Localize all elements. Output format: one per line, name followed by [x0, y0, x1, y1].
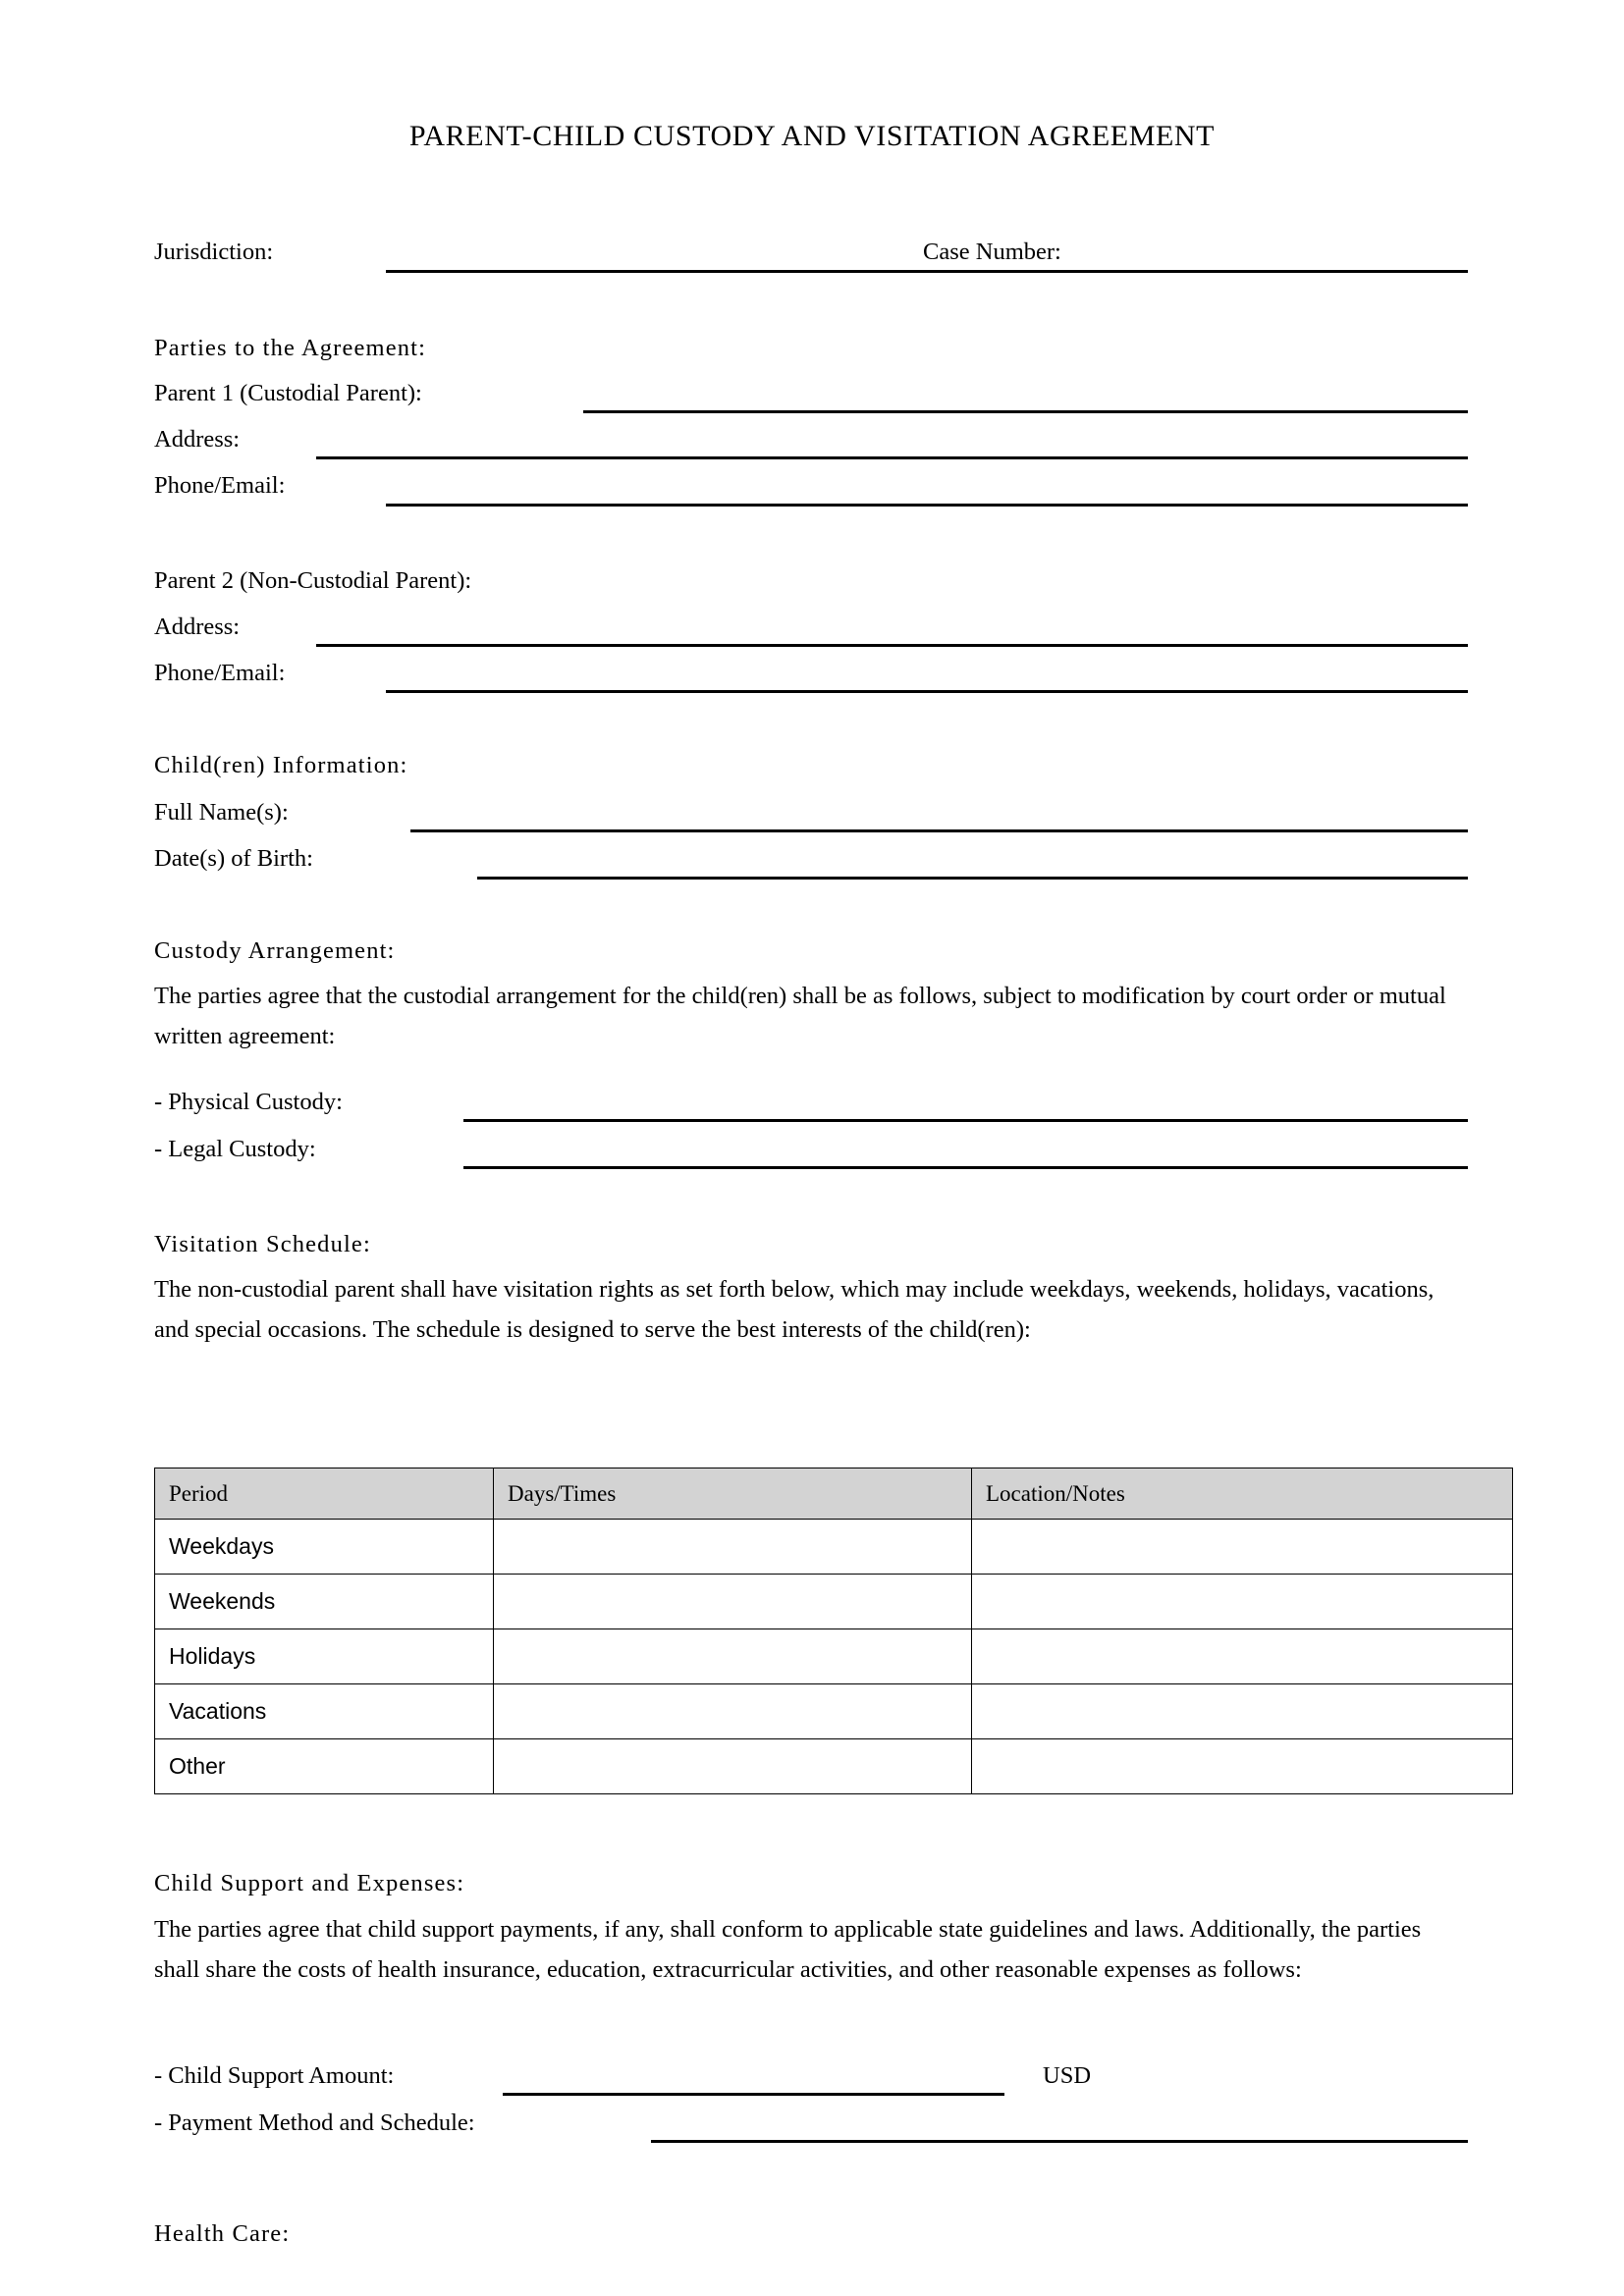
parent1-label: Parent 1 (Custodial Parent): [154, 380, 422, 406]
jurisdiction-label: Jurisdiction: [154, 239, 274, 265]
column-header-days-times: Days/Times [494, 1468, 972, 1520]
cell-days-times[interactable] [494, 1739, 972, 1794]
health-care-heading: Health Care: [154, 2220, 291, 2247]
child-support-amount-label: - Child Support Amount: [154, 2062, 395, 2089]
table-row [155, 1739, 1513, 1794]
cell-days-times[interactable] [494, 1684, 972, 1739]
legal-custody-input-rule[interactable] [463, 1166, 1468, 1169]
children-dates-of-birth-label: Date(s) of Birth: [154, 845, 313, 872]
children-full-names-label: Full Name(s): [154, 799, 289, 826]
cell-period: Holidays [155, 1629, 494, 1684]
child-support-heading: Child Support and Expenses: [154, 1870, 465, 1896]
parent2-address-input-rule[interactable] [316, 644, 1468, 647]
cell-days-times[interactable] [494, 1629, 972, 1684]
payment-method-input-rule[interactable] [651, 2140, 1468, 2143]
cell-location-notes[interactable] [972, 1575, 1513, 1629]
table-header-row [155, 1468, 1513, 1520]
cell-location-notes[interactable] [972, 1739, 1513, 1794]
physical-custody-label: - Physical Custody: [154, 1089, 343, 1115]
custody-heading: Custody Arrangement: [154, 937, 396, 964]
case-number-label: Case Number: [923, 239, 1061, 265]
parent1-address-input-rule[interactable] [316, 456, 1468, 459]
parent2-contact-label: Phone/Email: [154, 660, 286, 686]
cell-days-times[interactable] [494, 1575, 972, 1629]
child-support-body-text: The parties agree that child support payments, if any, shall conform to applicable state guidelines and laws. Additionally, the parties shall share the costs of health insurance, education, extracurricular activities, and other reasonable expenses as follows: [154, 1916, 1422, 1983]
table-row [155, 1684, 1513, 1739]
parent1-address-label: Address: [154, 426, 241, 453]
column-header-location-notes: Location/Notes [972, 1468, 1513, 1520]
cell-days-times[interactable] [494, 1520, 972, 1575]
children-heading: Child(ren) Information: [154, 752, 408, 778]
visitation-body-text: The non-custodial parent shall have visitation rights as set forth below, which may include weekdays, weekends, holidays, vacations, and special occasions. The schedule is designed to serve the best interests of the child(ren): [154, 1276, 1435, 1343]
custody-body-text: The parties agree that the custodial arrangement for the child(ren) shall be as follows, subject to modification by court order or mutual written agreement: [154, 983, 1446, 1049]
parent1-contact-input-rule[interactable] [386, 504, 1468, 507]
parent1-name-input-rule[interactable] [583, 410, 1468, 413]
cell-period: Vacations [155, 1684, 494, 1739]
physical-custody-input-rule[interactable] [463, 1119, 1468, 1122]
page-title: PARENT-CHILD CUSTODY AND VISITATION AGREEMENT [408, 120, 1216, 152]
table-row [155, 1520, 1513, 1575]
cell-period: Other [155, 1739, 494, 1794]
payment-method-label: - Payment Method and Schedule: [154, 2109, 475, 2136]
visitation-heading: Visitation Schedule: [154, 1231, 371, 1257]
table-row [155, 1575, 1513, 1629]
parent1-contact-label: Phone/Email: [154, 472, 286, 499]
children-dates-of-birth-input-rule[interactable] [477, 877, 1468, 880]
parent2-contact-input-rule[interactable] [386, 690, 1468, 693]
cell-location-notes[interactable] [972, 1684, 1513, 1739]
child-support-amount-input-rule[interactable] [503, 2093, 1004, 2096]
cell-location-notes[interactable] [972, 1520, 1513, 1575]
legal-custody-label: - Legal Custody: [154, 1136, 316, 1162]
parent2-label: Parent 2 (Non-Custodial Parent): [154, 567, 472, 594]
children-full-names-input-rule[interactable] [410, 829, 1468, 832]
child-support-currency-label: USD [1043, 2062, 1092, 2089]
jurisdiction-case-number-input-rule[interactable] [386, 270, 1468, 273]
parent2-address-label: Address: [154, 614, 241, 640]
cell-location-notes[interactable] [972, 1629, 1513, 1684]
parties-heading: Parties to the Agreement: [154, 335, 427, 361]
cell-period: Weekends [155, 1575, 494, 1629]
visitation-schedule-table [154, 1468, 1513, 1794]
cell-period: Weekdays [155, 1520, 494, 1575]
table-row [155, 1629, 1513, 1684]
column-header-period: Period [155, 1468, 494, 1520]
